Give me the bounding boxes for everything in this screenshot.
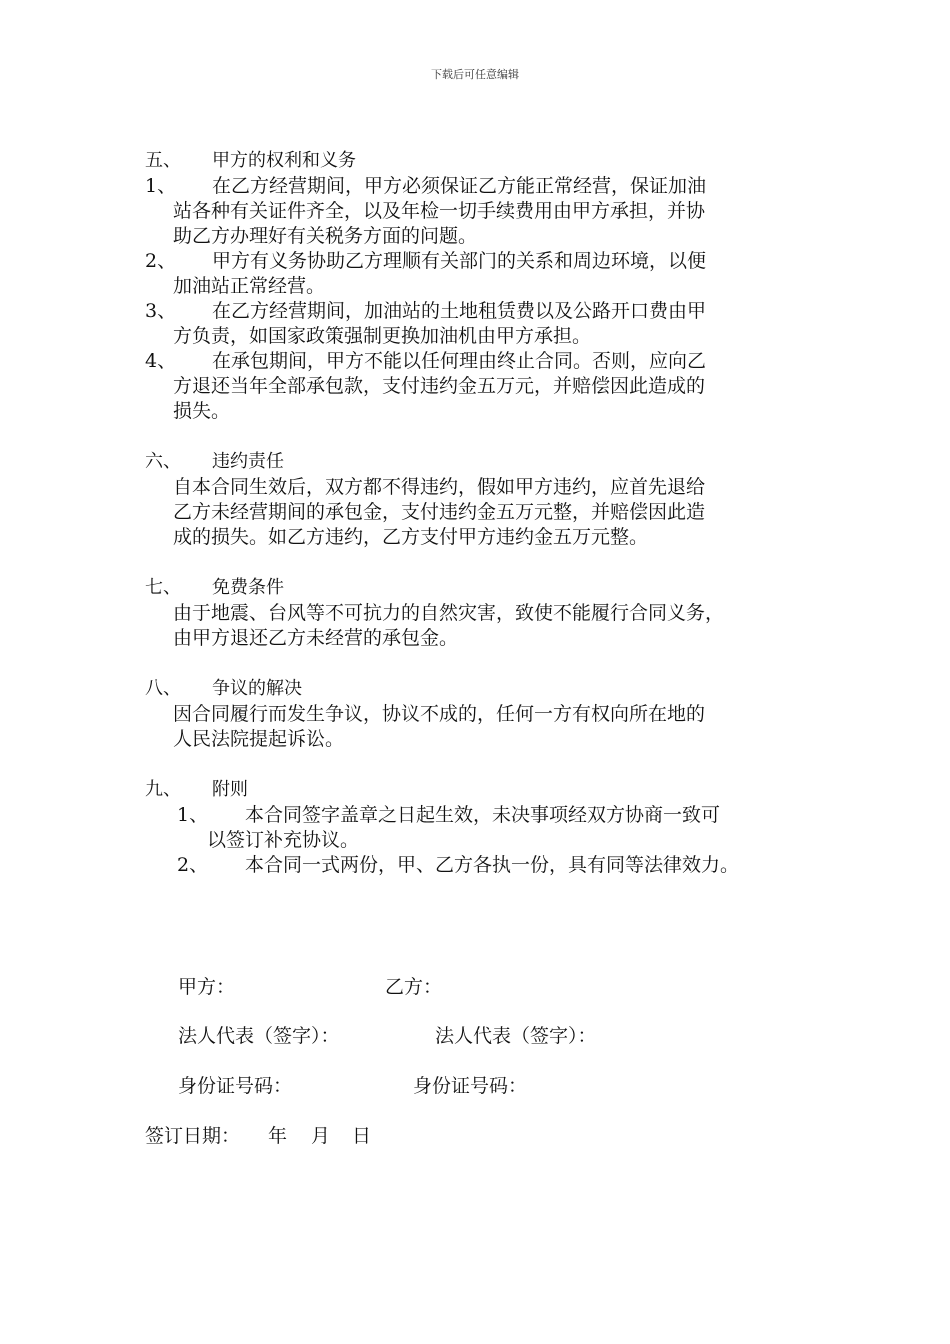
section-number: 五、	[145, 150, 181, 171]
section-heading-9	[145, 777, 835, 803]
clause-line: 方负责，如国家政策强制更换加油机由甲方承担。	[173, 325, 592, 347]
clause-line: 以签订补充协议。	[207, 829, 360, 851]
clause-line: 3、 在乙方经营期间，加油站的土地租赁费以及公路开口费由甲	[145, 300, 707, 322]
section-heading-7	[145, 575, 835, 601]
sign-date-row	[145, 1121, 371, 1148]
clause-line: 站各种有关证件齐全，以及年检一切手续费用由甲方承担，并协	[173, 200, 706, 222]
section-number: 九、	[145, 779, 181, 800]
clause-line: 由甲方退还乙方未经营的承包金。	[173, 627, 459, 649]
clause-line: 2、 本合同一式两份，甲、乙方各执一份，具有同等法律效力。	[177, 854, 740, 876]
party-a-label: 甲方：	[178, 976, 236, 998]
clause-line: 方退还当年全部承包款，支付违约金五万元，并赔偿因此造成的	[173, 375, 706, 397]
section-title: 附则	[212, 779, 248, 800]
clause-line: 由于地震、台风等不可抗力的自然灾害，致使不能履行合同义务，	[173, 602, 725, 624]
clause-line: 损失。	[173, 400, 231, 422]
section-heading-5	[145, 148, 835, 174]
clause-line: 助乙方办理好有关税务方面的问题。	[173, 225, 478, 247]
clause-number: 1、	[145, 175, 177, 197]
clause-line: 因合同履行而发生争议，协议不成的，任何一方有权向所在地的	[173, 703, 706, 725]
party-b-label: 乙方：	[385, 976, 443, 998]
section-title: 争议的解决	[212, 678, 302, 699]
clause-line: 1、 本合同签字盖章之日起生效，未决事项经双方协商一致可	[177, 804, 721, 826]
clause-line: 人民法院提起诉讼。	[173, 728, 345, 750]
clause-number: 1、	[177, 804, 209, 826]
section-heading-8	[145, 676, 835, 702]
rep-b-label: 法人代表（签字）：	[435, 1025, 597, 1047]
contract-body	[145, 148, 835, 878]
clause-number: 3、	[145, 300, 177, 322]
month-label: 月	[311, 1125, 331, 1147]
clause-line: 4、 在承包期间，甲方不能以任何理由终止合同。否则，应向乙	[145, 350, 707, 372]
section-title: 违约责任	[212, 451, 284, 472]
section-title: 免费条件	[212, 577, 284, 598]
section-number: 八、	[145, 678, 181, 699]
id-a-label: 身份证号码：	[178, 1075, 293, 1097]
clause-line: 1、 在乙方经营期间，甲方必须保证乙方能正常经营，保证加油	[145, 175, 707, 197]
clause-number: 4、	[145, 350, 177, 372]
id-b-label: 身份证号码：	[413, 1075, 528, 1097]
clause-number: 2、	[145, 250, 177, 272]
clause-line: 加油站正常经营。	[173, 275, 326, 297]
year-label: 年	[268, 1125, 288, 1147]
clause-line: 成的损失。如乙方违约，乙方支付甲方违约金五万元整。	[173, 526, 649, 548]
date-label: 签订日期：	[145, 1125, 241, 1147]
section-number: 七、	[145, 577, 181, 598]
clause-line: 乙方未经营期间的承包金，支付违约金五万元整，并赔偿因此造	[173, 501, 706, 523]
clause-line: 自本合同生效后，双方都不得违约，假如甲方违约，应首先退给	[173, 476, 706, 498]
rep-a-label: 法人代表（签字）：	[178, 1025, 340, 1047]
section-title: 甲方的权利和义务	[212, 150, 356, 171]
section-heading-6	[145, 449, 835, 475]
clause-line: 2、 甲方有义务协助乙方理顺有关部门的关系和周边环境，以便	[145, 250, 707, 272]
day-label: 日	[352, 1125, 372, 1147]
page-header-note: 下载后可任意编辑	[431, 68, 519, 81]
section-number: 六、	[145, 451, 181, 472]
clause-number: 2、	[177, 854, 209, 876]
